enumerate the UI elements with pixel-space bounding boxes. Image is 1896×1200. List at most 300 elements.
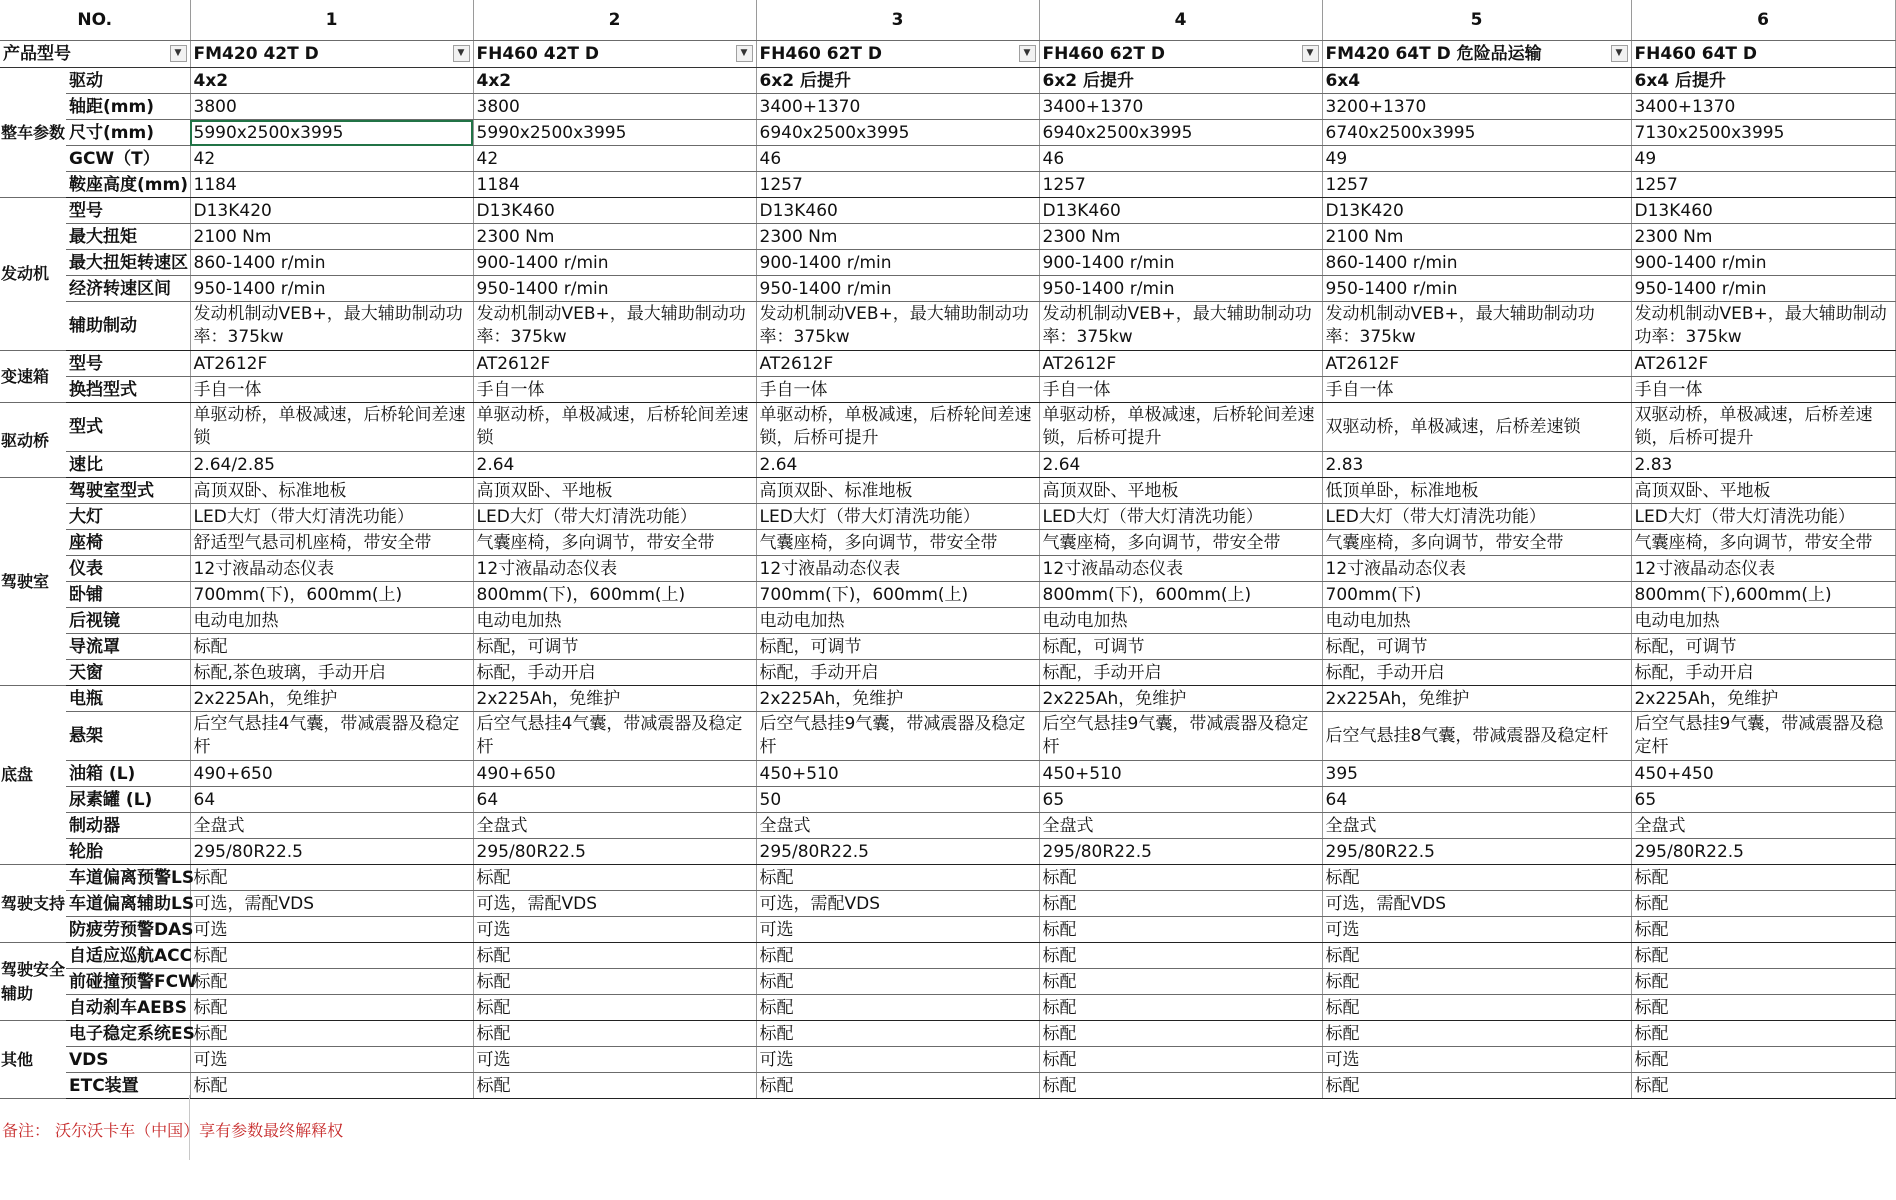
table-cell[interactable]: 3400+1370	[1039, 94, 1322, 120]
table-cell[interactable]: 标配	[1039, 1021, 1322, 1047]
table-cell[interactable]: 单驱动桥，单极减速，后桥轮间差速锁	[190, 403, 473, 452]
table-cell[interactable]: D13K420	[190, 198, 473, 224]
param-label[interactable]: 天窗	[66, 660, 190, 686]
table-cell[interactable]: 标配	[1039, 891, 1322, 917]
table-cell[interactable]: 950-1400 r/min	[473, 276, 756, 302]
table-cell[interactable]: 单驱动桥，单极减速，后桥轮间差速锁	[473, 403, 756, 452]
section-label[interactable]: 整车参数	[0, 68, 66, 198]
param-label[interactable]: 自适应巡航ACC	[66, 943, 190, 969]
table-cell[interactable]: 标配	[1039, 943, 1322, 969]
table-cell[interactable]: D13K420	[1322, 198, 1631, 224]
param-label[interactable]: 驱动	[66, 68, 190, 94]
model-cell[interactable]	[1322, 41, 1631, 68]
table-cell[interactable]: 标配	[473, 865, 756, 891]
table-cell[interactable]: 860-1400 r/min	[190, 250, 473, 276]
table-cell[interactable]: 手自一体	[1322, 377, 1631, 403]
param-label[interactable]: 尺寸(mm)	[66, 120, 190, 146]
table-cell[interactable]: 标配	[1631, 995, 1895, 1021]
table-cell[interactable]: 可选	[190, 917, 473, 943]
filter-dropdown-icon[interactable]: ▼	[1019, 45, 1036, 62]
model-name: FH460 62T D	[759, 44, 883, 64]
table-cell[interactable]: 后空气悬挂9气囊，带减震器及稳定杆	[1039, 712, 1322, 761]
section-label[interactable]: 发动机	[0, 198, 66, 351]
table-cell[interactable]: 50	[756, 787, 1039, 813]
table-cell[interactable]: 标配	[756, 969, 1039, 995]
table-cell[interactable]: AT2612F	[756, 351, 1039, 377]
table-cell[interactable]: 5990x2500x3995	[190, 120, 473, 146]
table-cell[interactable]: 气囊座椅，多向调节，带安全带	[1039, 530, 1322, 556]
table-cell[interactable]: 700mm(下)，600mm(上)	[756, 582, 1039, 608]
table-cell[interactable]: LED大灯（带大灯清洗功能）	[190, 504, 473, 530]
table-cell[interactable]: 6940x2500x3995	[756, 120, 1039, 146]
table-cell[interactable]: 900-1400 r/min	[756, 250, 1039, 276]
table-cell[interactable]: 高顶双卧、平地板	[1039, 478, 1322, 504]
table-cell[interactable]: 6x4	[1322, 68, 1631, 94]
table-cell[interactable]: 全盘式	[1631, 813, 1895, 839]
table-cell[interactable]: 295/80R22.5	[1039, 839, 1322, 865]
table-cell[interactable]: 可选	[756, 917, 1039, 943]
table-row	[0, 1047, 1895, 1073]
table-cell[interactable]: 2x225Ah，免维护	[1322, 686, 1631, 712]
table-cell[interactable]: 高顶双卧、标准地板	[190, 478, 473, 504]
param-label[interactable]: 最大扭矩转速区	[66, 250, 190, 276]
param-label[interactable]: 油箱 (L)	[66, 761, 190, 787]
table-cell[interactable]: 2100 Nm	[1322, 224, 1631, 250]
table-cell[interactable]: 2300 Nm	[1039, 224, 1322, 250]
table-cell[interactable]: 950-1400 r/min	[190, 276, 473, 302]
table-cell[interactable]: 后空气悬挂9气囊，带减震器及稳定杆	[1631, 712, 1895, 761]
table-cell[interactable]: 标配	[756, 1073, 1039, 1099]
table-cell[interactable]: 标配	[473, 1021, 756, 1047]
table-cell[interactable]: 标配	[1631, 943, 1895, 969]
table-cell[interactable]: LED大灯（带大灯清洗功能）	[1039, 504, 1322, 530]
table-cell[interactable]: 标配	[1322, 1021, 1631, 1047]
model-cell[interactable]	[190, 41, 473, 68]
table-cell[interactable]: 1184	[190, 172, 473, 198]
table-cell[interactable]: 3800	[190, 94, 473, 120]
param-label[interactable]: 驾驶室型式	[66, 478, 190, 504]
table-cell[interactable]: 后空气悬挂9气囊，带减震器及稳定杆	[756, 712, 1039, 761]
table-cell[interactable]: 标配	[190, 865, 473, 891]
table-cell[interactable]: 295/80R22.5	[1322, 839, 1631, 865]
table-cell[interactable]: 295/80R22.5	[756, 839, 1039, 865]
table-row	[0, 120, 1895, 146]
table-cell[interactable]: 800mm(下),600mm(上)	[1631, 582, 1895, 608]
table-cell[interactable]: 2x225Ah，免维护	[473, 686, 756, 712]
table-cell[interactable]: AT2612F	[1322, 351, 1631, 377]
header-col: 5	[1322, 0, 1631, 41]
table-cell[interactable]: 标配	[756, 995, 1039, 1021]
filter-dropdown-icon[interactable]: ▼	[1611, 45, 1628, 62]
param-label[interactable]: 鞍座高度(mm)	[66, 172, 190, 198]
table-cell[interactable]: 标配	[1039, 1073, 1322, 1099]
filter-dropdown-icon[interactable]: ▼	[1302, 45, 1319, 62]
table-cell[interactable]: 标配	[190, 969, 473, 995]
param-label[interactable]: 最大扭矩	[66, 224, 190, 250]
table-cell[interactable]: 295/80R22.5	[473, 839, 756, 865]
table-cell[interactable]: 标配	[1039, 969, 1322, 995]
param-label[interactable]: 大灯	[66, 504, 190, 530]
table-cell[interactable]: 标配	[473, 1073, 756, 1099]
table-row	[0, 478, 1895, 504]
table-cell[interactable]: 标配	[1322, 1073, 1631, 1099]
table-cell[interactable]: AT2612F	[1631, 351, 1895, 377]
table-cell[interactable]: 标配，可调节	[1322, 634, 1631, 660]
table-row	[0, 634, 1895, 660]
param-label[interactable]: 型号	[66, 351, 190, 377]
table-cell[interactable]: 900-1400 r/min	[473, 250, 756, 276]
param-label[interactable]: 速比	[66, 452, 190, 478]
param-label[interactable]: 卧铺	[66, 582, 190, 608]
table-cell[interactable]: 标配	[1039, 1047, 1322, 1073]
table-cell[interactable]: 高顶双卧、平地板	[1631, 478, 1895, 504]
param-label[interactable]: 型式	[66, 403, 190, 452]
table-cell[interactable]: 7130x2500x3995	[1631, 120, 1895, 146]
table-cell[interactable]: 标配	[190, 943, 473, 969]
param-label[interactable]: GCW（T）	[66, 146, 190, 172]
model-cell[interactable]	[756, 41, 1039, 68]
table-cell[interactable]: D13K460	[1631, 198, 1895, 224]
table-cell[interactable]: 标配，手动开启	[1631, 660, 1895, 686]
table-cell[interactable]: 电动电加热	[1039, 608, 1322, 634]
table-cell[interactable]: 860-1400 r/min	[1322, 250, 1631, 276]
table-cell[interactable]: 49	[1322, 146, 1631, 172]
table-cell[interactable]: 手自一体	[1631, 377, 1895, 403]
model-name: FH460 64T D	[1634, 44, 1758, 64]
table-cell[interactable]: 450+510	[1039, 761, 1322, 787]
table-cell[interactable]: 可选	[756, 1047, 1039, 1073]
table-cell[interactable]: 标配，手动开启	[756, 660, 1039, 686]
filter-dropdown-icon[interactable]: ▼	[736, 45, 753, 62]
model-cell[interactable]	[1631, 41, 1895, 68]
table-cell[interactable]: 5990x2500x3995	[473, 120, 756, 146]
table-cell[interactable]: LED大灯（带大灯清洗功能）	[473, 504, 756, 530]
table-cell[interactable]: 电动电加热	[1631, 608, 1895, 634]
table-cell[interactable]: 6740x2500x3995	[1322, 120, 1631, 146]
table-cell[interactable]: 双驱动桥，单极减速，后桥差速锁	[1322, 403, 1631, 452]
table-cell[interactable]: 2.64	[756, 452, 1039, 478]
table-cell[interactable]: 42	[190, 146, 473, 172]
table-cell[interactable]: 2x225Ah，免维护	[190, 686, 473, 712]
section-label[interactable]: 驾驶支持	[0, 865, 66, 943]
param-label[interactable]: 防疲劳预警DAS	[66, 917, 190, 943]
table-cell[interactable]: 可选	[1322, 917, 1631, 943]
table-cell[interactable]: 标配，可调节	[1631, 634, 1895, 660]
table-cell[interactable]: 标配	[473, 943, 756, 969]
table-cell[interactable]: 2x225Ah，免维护	[1631, 686, 1895, 712]
table-cell[interactable]: 标配	[1631, 891, 1895, 917]
param-label[interactable]: 换挡型式	[66, 377, 190, 403]
table-row	[0, 504, 1895, 530]
table-cell[interactable]: 4x2	[473, 68, 756, 94]
table-cell[interactable]: 1257	[1039, 172, 1322, 198]
table-cell[interactable]: 1184	[473, 172, 756, 198]
param-label[interactable]: 电瓶	[66, 686, 190, 712]
table-cell[interactable]: 气囊座椅，多向调节，带安全带	[473, 530, 756, 556]
filter-dropdown-icon[interactable]: ▼	[453, 45, 470, 62]
table-cell[interactable]: 65	[1631, 787, 1895, 813]
table-cell[interactable]: 标配	[1322, 995, 1631, 1021]
table-cell[interactable]: 可选，需配VDS	[756, 891, 1039, 917]
table-cell[interactable]: 950-1400 r/min	[756, 276, 1039, 302]
table-cell[interactable]: 标配	[190, 1073, 473, 1099]
table-cell[interactable]: 高顶双卧、标准地板	[756, 478, 1039, 504]
table-cell[interactable]: 电动电加热	[1322, 608, 1631, 634]
table-cell[interactable]: 可选	[1322, 1047, 1631, 1073]
table-cell[interactable]: 标配	[1039, 917, 1322, 943]
table-cell[interactable]: 2.83	[1322, 452, 1631, 478]
table-cell[interactable]: 标配	[1631, 1047, 1895, 1073]
table-cell[interactable]: 气囊座椅，多向调节，带安全带	[1322, 530, 1631, 556]
table-cell[interactable]: 12寸液晶动态仪表	[1039, 556, 1322, 582]
table-cell[interactable]: 64	[473, 787, 756, 813]
param-label[interactable]: 型号	[66, 198, 190, 224]
model-label: 产品型号	[3, 44, 71, 64]
table-cell[interactable]: 标配，手动开启	[1322, 660, 1631, 686]
table-cell[interactable]: 800mm(下)，600mm(上)	[1039, 582, 1322, 608]
section-label[interactable]: 驱动桥	[0, 403, 66, 478]
table-cell[interactable]: 295/80R22.5	[1631, 839, 1895, 865]
table-cell[interactable]: 标配	[190, 634, 473, 660]
section-label[interactable]: 驾驶安全辅助	[0, 943, 66, 1021]
table-cell[interactable]: 65	[1039, 787, 1322, 813]
table-cell[interactable]: 标配	[1039, 995, 1322, 1021]
table-cell[interactable]: 气囊座椅，多向调节，带安全带	[756, 530, 1039, 556]
table-cell[interactable]: 标配	[473, 995, 756, 1021]
table-cell[interactable]: 发动机制动VEB+，最大辅助制动功率：375kw	[1322, 302, 1631, 351]
model-label-cell[interactable]	[0, 41, 190, 68]
table-cell[interactable]: 标配	[1631, 865, 1895, 891]
header-no: NO.	[0, 0, 190, 41]
table-cell[interactable]: 800mm(下)，600mm(上)	[473, 582, 756, 608]
table-cell[interactable]: D13K460	[1039, 198, 1322, 224]
param-label[interactable]: 辅助制动	[66, 302, 190, 351]
section-label[interactable]: 变速箱	[0, 351, 66, 403]
table-cell[interactable]: 标配	[190, 1021, 473, 1047]
table-cell[interactable]: 标配	[1039, 865, 1322, 891]
table-cell[interactable]: 3400+1370	[1631, 94, 1895, 120]
param-label[interactable]: 导流罩	[66, 634, 190, 660]
table-cell[interactable]: D13K460	[473, 198, 756, 224]
table-cell[interactable]: 可选，需配VDS	[473, 891, 756, 917]
table-cell[interactable]: 气囊座椅，多向调节，带安全带	[1631, 530, 1895, 556]
table-cell[interactable]: 标配，手动开启	[1039, 660, 1322, 686]
param-label[interactable]: ETC装置	[66, 1073, 190, 1099]
table-cell[interactable]: 标配	[1631, 969, 1895, 995]
table-cell[interactable]: 单驱动桥，单极减速，后桥轮间差速锁，后桥可提升	[1039, 403, 1322, 452]
table-cell[interactable]: 950-1400 r/min	[1631, 276, 1895, 302]
table-cell[interactable]: 1257	[756, 172, 1039, 198]
param-label[interactable]: 仪表	[66, 556, 190, 582]
table-cell[interactable]: AT2612F	[1039, 351, 1322, 377]
table-cell[interactable]: 490+650	[190, 761, 473, 787]
table-cell[interactable]: 标配,茶色玻璃，手动开启	[190, 660, 473, 686]
table-cell[interactable]: 标配	[1631, 917, 1895, 943]
param-label[interactable]: VDS	[66, 1047, 190, 1073]
table-cell[interactable]: 标配	[1631, 1073, 1895, 1099]
table-cell[interactable]: 标配	[756, 943, 1039, 969]
table-row	[0, 403, 1895, 452]
table-cell[interactable]: 电动电加热	[756, 608, 1039, 634]
table-cell[interactable]: 49	[1631, 146, 1895, 172]
param-label[interactable]: 尿素罐 (L)	[66, 787, 190, 813]
table-cell[interactable]: AT2612F	[473, 351, 756, 377]
table-cell[interactable]: 标配，可调节	[756, 634, 1039, 660]
table-cell[interactable]: 42	[473, 146, 756, 172]
table-cell[interactable]: 可选	[473, 917, 756, 943]
table-cell[interactable]: 450+510	[756, 761, 1039, 787]
table-cell[interactable]: 手自一体	[1039, 377, 1322, 403]
table-cell[interactable]: 可选	[473, 1047, 756, 1073]
param-label[interactable]: 经济转速区间	[66, 276, 190, 302]
table-cell[interactable]: 2300 Nm	[473, 224, 756, 250]
table-cell[interactable]: 后空气悬挂8气囊，带减震器及稳定杆	[1322, 712, 1631, 761]
table-cell[interactable]: 3200+1370	[1322, 94, 1631, 120]
table-cell[interactable]: 低顶单卧，标准地板	[1322, 478, 1631, 504]
table-cell[interactable]: 6940x2500x3995	[1039, 120, 1322, 146]
table-cell[interactable]: D13K460	[756, 198, 1039, 224]
table-cell[interactable]: 手自一体	[190, 377, 473, 403]
table-cell[interactable]: 舒适型气悬司机座椅，带安全带	[190, 530, 473, 556]
table-cell[interactable]: 4x2	[190, 68, 473, 94]
table-cell[interactable]: 标配	[1631, 1021, 1895, 1047]
param-label[interactable]: 车道偏离辅助LS	[66, 891, 190, 917]
param-label[interactable]: 电子稳定系统ES	[66, 1021, 190, 1047]
param-label[interactable]: 自动刹车AEBS	[66, 995, 190, 1021]
table-cell[interactable]: 可选	[190, 1047, 473, 1073]
table-row	[0, 761, 1895, 787]
table-cell[interactable]: 双驱动桥，单极减速，后桥差速锁，后桥可提升	[1631, 403, 1895, 452]
table-row	[0, 377, 1895, 403]
table-cell[interactable]: LED大灯（带大灯清洗功能）	[1322, 504, 1631, 530]
table-cell[interactable]: 标配	[1322, 943, 1631, 969]
table-cell[interactable]: 标配	[756, 1021, 1039, 1047]
table-row	[0, 556, 1895, 582]
table-cell[interactable]: 2300 Nm	[756, 224, 1039, 250]
table-cell[interactable]: 2x225Ah，免维护	[756, 686, 1039, 712]
table-cell[interactable]: 标配	[1322, 865, 1631, 891]
table-cell[interactable]: 发动机制动VEB+，最大辅助制动功率：375kw	[473, 302, 756, 351]
table-cell[interactable]: 64	[190, 787, 473, 813]
table-cell[interactable]: 490+650	[473, 761, 756, 787]
table-cell[interactable]: 标配，可调节	[473, 634, 756, 660]
table-cell[interactable]: 950-1400 r/min	[1322, 276, 1631, 302]
table-cell[interactable]: 全盘式	[1039, 813, 1322, 839]
table-cell[interactable]: 标配	[473, 969, 756, 995]
table-cell[interactable]: 46	[1039, 146, 1322, 172]
table-row	[0, 1073, 1895, 1099]
table-cell[interactable]: 700mm(下)，600mm(上)	[190, 582, 473, 608]
table-cell[interactable]: 发动机制动VEB+，最大辅助制动功率：375kw	[756, 302, 1039, 351]
table-cell[interactable]: 全盘式	[473, 813, 756, 839]
table-cell[interactable]: AT2612F	[190, 351, 473, 377]
table-cell[interactable]: 12寸液晶动态仪表	[756, 556, 1039, 582]
table-cell[interactable]: 全盘式	[1322, 813, 1631, 839]
table-cell[interactable]: 2.64	[1039, 452, 1322, 478]
table-cell[interactable]: 2.64	[473, 452, 756, 478]
param-label[interactable]: 车道偏离预警LS	[66, 865, 190, 891]
table-cell[interactable]: 全盘式	[756, 813, 1039, 839]
param-label[interactable]: 座椅	[66, 530, 190, 556]
param-label[interactable]: 制动器	[66, 813, 190, 839]
table-cell[interactable]: 700mm(下)	[1322, 582, 1631, 608]
table-cell[interactable]: 12寸液晶动态仪表	[473, 556, 756, 582]
table-cell[interactable]: 发动机制动VEB+，最大辅助制动功率：375kw	[190, 302, 473, 351]
table-cell[interactable]: 2100 Nm	[190, 224, 473, 250]
model-cell[interactable]	[473, 41, 756, 68]
table-cell[interactable]: 高顶双卧、平地板	[473, 478, 756, 504]
table-cell[interactable]: 900-1400 r/min	[1039, 250, 1322, 276]
table-cell[interactable]: 手自一体	[756, 377, 1039, 403]
table-cell[interactable]: 发动机制动VEB+，最大辅助制动功率：375kw	[1039, 302, 1322, 351]
model-cell[interactable]	[1039, 41, 1322, 68]
table-cell[interactable]: 电动电加热	[473, 608, 756, 634]
table-cell[interactable]: 2.83	[1631, 452, 1895, 478]
table-cell[interactable]: 1257	[1631, 172, 1895, 198]
table-cell[interactable]: 全盘式	[190, 813, 473, 839]
table-cell[interactable]: 64	[1322, 787, 1631, 813]
table-cell[interactable]: 6x4 后提升	[1631, 68, 1895, 94]
table-cell[interactable]: 12寸液晶动态仪表	[1322, 556, 1631, 582]
model-row	[0, 41, 1895, 68]
param-label[interactable]: 悬架	[66, 712, 190, 761]
table-cell[interactable]: 电动电加热	[190, 608, 473, 634]
table-cell[interactable]: 950-1400 r/min	[1039, 276, 1322, 302]
table-cell[interactable]: 2.64/2.85	[190, 452, 473, 478]
param-label[interactable]: 前碰撞预警FCW	[66, 969, 190, 995]
table-cell[interactable]: 单驱动桥，单极减速，后桥轮间差速锁，后桥可提升	[756, 403, 1039, 452]
table-cell[interactable]: 900-1400 r/min	[1631, 250, 1895, 276]
section-label[interactable]: 底盘	[0, 686, 66, 865]
table-cell[interactable]: 12寸液晶动态仪表	[190, 556, 473, 582]
table-cell[interactable]: 3800	[473, 94, 756, 120]
section-label[interactable]: 其他	[0, 1021, 66, 1099]
table-row	[0, 865, 1895, 891]
section-label[interactable]: 驾驶室	[0, 478, 66, 686]
table-cell[interactable]: 450+450	[1631, 761, 1895, 787]
table-cell[interactable]: 可选，需配VDS	[190, 891, 473, 917]
table-cell[interactable]: 46	[756, 146, 1039, 172]
table-cell[interactable]: 12寸液晶动态仪表	[1631, 556, 1895, 582]
table-cell[interactable]: 3400+1370	[756, 94, 1039, 120]
param-label[interactable]: 后视镜	[66, 608, 190, 634]
table-cell[interactable]: 标配，可调节	[1039, 634, 1322, 660]
table-cell[interactable]: LED大灯（带大灯清洗功能）	[1631, 504, 1895, 530]
table-cell[interactable]: 可选，需配VDS	[1322, 891, 1631, 917]
filter-dropdown-icon[interactable]: ▼	[170, 45, 187, 62]
table-cell[interactable]: 标配	[1322, 969, 1631, 995]
table-cell[interactable]: 手自一体	[473, 377, 756, 403]
table-cell[interactable]: 6x2 后提升	[756, 68, 1039, 94]
table-cell[interactable]: 2300 Nm	[1631, 224, 1895, 250]
table-cell[interactable]: 标配，手动开启	[473, 660, 756, 686]
param-label[interactable]: 轴距(mm)	[66, 94, 190, 120]
table-cell[interactable]: 1257	[1322, 172, 1631, 198]
table-cell[interactable]: LED大灯（带大灯清洗功能）	[756, 504, 1039, 530]
table-cell[interactable]: 标配	[190, 995, 473, 1021]
table-row	[0, 686, 1895, 712]
table-row	[0, 891, 1895, 917]
table-cell[interactable]: 后空气悬挂4气囊，带减震器及稳定杆	[190, 712, 473, 761]
table-cell[interactable]: 6x2 后提升	[1039, 68, 1322, 94]
table-cell[interactable]: 2x225Ah，免维护	[1039, 686, 1322, 712]
table-cell[interactable]: 标配	[756, 865, 1039, 891]
param-label[interactable]: 轮胎	[66, 839, 190, 865]
table-cell[interactable]: 后空气悬挂4气囊，带减震器及稳定杆	[473, 712, 756, 761]
table-cell[interactable]: 395	[1322, 761, 1631, 787]
table-cell[interactable]: 发动机制动VEB+，最大辅助制动功率：375kw	[1631, 302, 1895, 351]
table-cell[interactable]: 295/80R22.5	[190, 839, 473, 865]
